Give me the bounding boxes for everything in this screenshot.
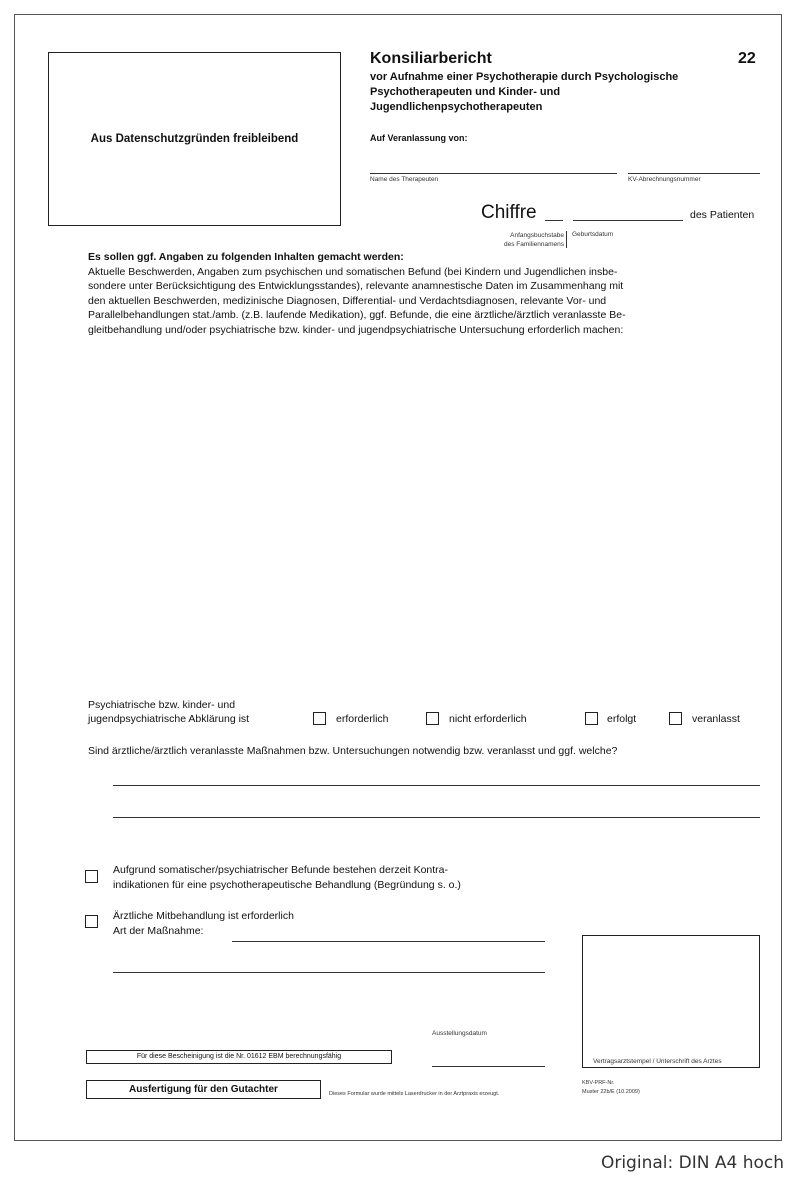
option-nicht-erforderlich-label: nicht erforderlich xyxy=(449,713,527,725)
measures-line-1[interactable] xyxy=(113,785,760,786)
option-erforderlich-label: erforderlich xyxy=(336,713,389,725)
instructions-heading: Es sollen ggf. Angaben zu folgenden Inhalten gemacht werden: xyxy=(88,251,404,263)
copy-label: Ausfertigung für den Gutachter xyxy=(86,1080,321,1099)
requested-by-label: Auf Veranlassung von: xyxy=(370,133,468,143)
measure-type-field[interactable] xyxy=(232,941,545,942)
report-text-area[interactable] xyxy=(88,345,760,685)
kv-number-field[interactable] xyxy=(628,173,760,174)
issue-date-field[interactable] xyxy=(432,1066,545,1067)
measures-question: Sind ärztliche/ärztlich veranlasste Maßnahmen bzw. Untersuchungen notwendig bzw. veranlasst und ggf. welche? xyxy=(88,745,618,757)
therapist-name-label: Name des Therapeuten xyxy=(370,176,439,183)
form-subtitle: vor Aufnahme einer Psychotherapie durch Psychologische Psychotherapeuten und Kinder- und Jugendlichenpsychotherapeuten xyxy=(370,71,679,113)
therapist-name-field[interactable] xyxy=(370,173,617,174)
checkbox-veranlasst[interactable] xyxy=(669,712,682,725)
chiffre-birthdate-field[interactable] xyxy=(573,220,683,221)
kbv-form-info: KBV-PRF-Nr. Muster 22b/E (10.2009) xyxy=(582,1080,640,1095)
print-note: Dieses Formular wurde mittels Laserdrucker in der Arztpraxis erzeugt. xyxy=(329,1091,500,1097)
original-format-caption: Original: DIN A4 hoch xyxy=(600,1153,784,1173)
measure-type-line-2[interactable] xyxy=(113,972,545,973)
checkbox-contraindication[interactable] xyxy=(85,870,98,883)
measures-line-2[interactable] xyxy=(113,817,760,818)
instructions-line: den aktuellen Beschwerden, medizinische Diagnosen, Differential- und Verdachtsdiagnosen, relevante Vor- und xyxy=(88,294,607,307)
chiffre-initial-label: Anfangsbuchstabe des Familiennamens xyxy=(504,232,564,248)
instructions-line: gleitbehandlung und/oder psychiatrische bzw. kinder- und jugendpsychiatrische Untersuchung erforderlich machen: xyxy=(88,323,624,336)
privacy-note: Aus Datenschutzgründen freibleibend xyxy=(90,133,299,145)
co-treatment-text: Ärztliche Mitbehandlung ist erforderlich Art der Maßnahme: xyxy=(113,910,294,937)
option-erfolgt-label: erfolgt xyxy=(607,713,637,725)
option-veranlasst-label: veranlasst xyxy=(692,713,740,725)
instructions-line: Parallelbehandlungen stat./amb. (z.B. laufende Medikation), ggf. Befunde, die eine ärztliche/ärztlich veranlasste Be- xyxy=(88,309,626,321)
chiffre-birthdate-label: Geburtsdatum xyxy=(572,231,614,238)
psych-clarification-label: Psychiatrische bzw. kinder- und jugendpsychiatrische Abklärung ist xyxy=(88,699,250,725)
issue-date-label: Ausstellungsdatum xyxy=(432,1030,487,1037)
instructions-block xyxy=(88,250,768,337)
kv-number-label: KV-Abrechnungsnummer xyxy=(628,176,701,183)
checkbox-erfolgt[interactable] xyxy=(585,712,598,725)
stamp-label: Vertragsarztstempel / Unterschrift des Arztes xyxy=(593,1058,722,1065)
privacy-placeholder-box xyxy=(48,52,341,226)
form-title: Konsiliarbericht xyxy=(370,50,492,67)
checkbox-nicht-erforderlich[interactable] xyxy=(426,712,439,725)
checkbox-erforderlich[interactable] xyxy=(313,712,326,725)
chiffre-divider xyxy=(566,231,567,248)
chiffre-label: Chiffre xyxy=(481,202,537,223)
instructions-line: Aktuelle Beschwerden, Angaben zum psychischen und somatischen Befund (bei Kindern und Jugendlichen insbe- xyxy=(88,265,618,278)
instructions-line: sondere unter Berücksichtigung des Entwicklungsstandes), relevante anamnestische Daten im Zusammenhang mit xyxy=(88,280,624,292)
chiffre-initial-field[interactable] xyxy=(545,220,563,221)
form-number: 22 xyxy=(738,50,756,67)
billing-note: Für diese Bescheinigung ist die Nr. 01612 EBM berechnungsfähig xyxy=(86,1050,392,1064)
checkbox-co-treatment[interactable] xyxy=(85,915,98,928)
chiffre-suffix: des Patienten xyxy=(690,209,755,221)
contraindication-text: Aufgrund somatischer/psychiatrischer Befunde bestehen derzeit Kontra- indikationen für eine psychotherapeutische Behandlung (Begründung s. o.) xyxy=(113,864,461,891)
stamp-signature-box[interactable] xyxy=(582,935,760,1068)
